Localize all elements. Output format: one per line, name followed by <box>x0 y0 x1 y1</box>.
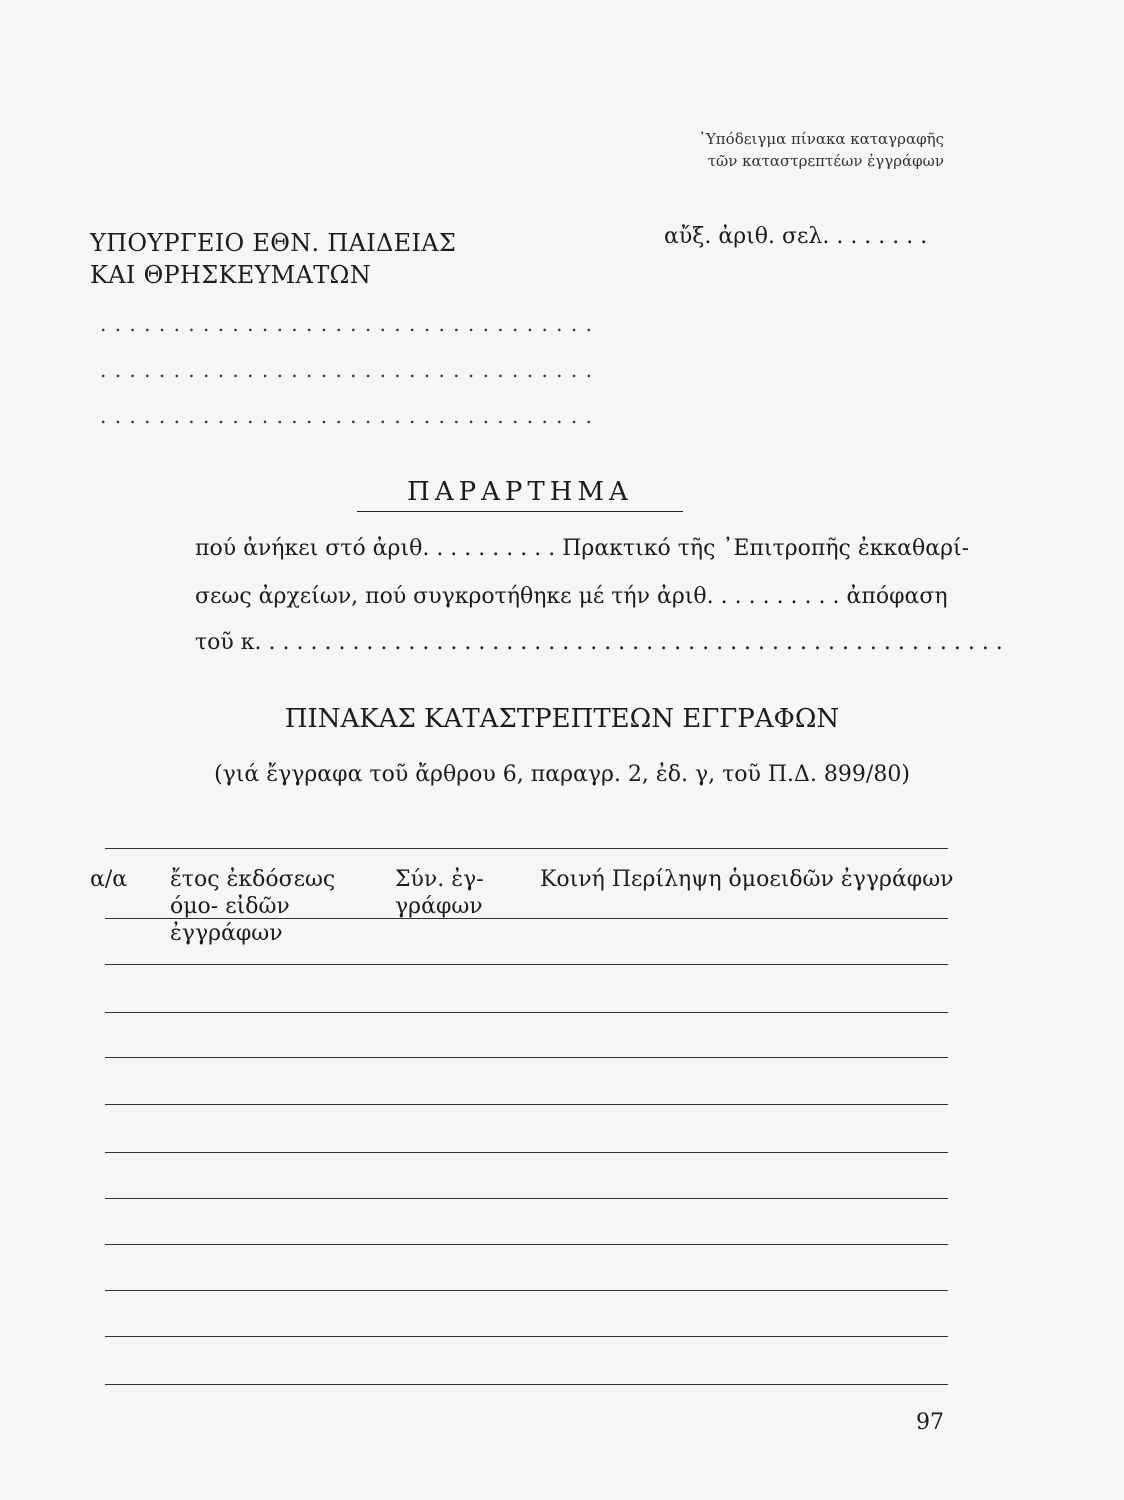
paragraph-line-2: σεως ἀρχείων, πού συγκροτήθηκε μέ τήν ἀριθ. . . . . . . . . . ἀπόφαση <box>195 584 948 609</box>
annex-title: ΠΑΡΑΡΤΗΜΑ <box>357 477 683 512</box>
table-row <box>105 1198 948 1199</box>
table-top-rule <box>105 848 948 849</box>
table-row <box>105 964 948 965</box>
column-header-summary: Κοινή Περίληψη ὁμοειδῶν ἐγγράφων <box>540 867 954 892</box>
table-title: ΠΙΝΑΚΑΣ ΚΑΤΑΣΤΡΕΠΤΕΩΝ ΕΓΓΡΑΦΩΝ <box>284 704 840 734</box>
serial-page-field: αὔξ. ἀριθ. σελ. . . . . . . . <box>664 224 928 249</box>
template-note-line-2: τῶν καταστρεπτέων ἐγγράφων <box>707 152 944 170</box>
blank-line-2: . . . . . . . . . . . . . . . . . . . . . . . . . . . . . . . . . . <box>100 358 593 382</box>
column-header-year: ἔτος ἐκδόσεως όμο- εἰδῶν ἐγγράφων <box>170 867 336 946</box>
table-row <box>105 1104 948 1105</box>
table-header-rule <box>105 918 948 919</box>
template-note-line-1: ᾿Υπόδειγμα πίνακα καταγραφῆς <box>698 130 944 148</box>
table-row <box>105 1244 948 1245</box>
blank-line-1: . . . . . . . . . . . . . . . . . . . . . . . . . . . . . . . . . . <box>100 312 593 336</box>
table-row <box>105 1012 948 1013</box>
column-header-count: Σύν. ἐγ- γράφων <box>395 867 484 919</box>
blank-line-3: . . . . . . . . . . . . . . . . . . . . . . . . . . . . . . . . . . <box>100 404 593 428</box>
page-number: 97 <box>916 1410 944 1435</box>
table-subtitle: (γιά ἔγγραφα τοῦ ἄρθρου 6, παραγρ. 2, ἐδ. γ, τοῦ Π.Δ. 899/80) <box>214 762 910 787</box>
ministry-name-line-2: ΚΑΙ ΘΡΗΣΚΕΥΜΑΤΩΝ <box>90 261 371 289</box>
paragraph-line-1: πού ἀνήκει στό ἀριθ. . . . . . . . . . Πρακτικό τῆς ᾿Επιτροπῆς ἐκκαθαρί- <box>195 536 970 561</box>
table-row <box>105 1336 948 1337</box>
table-row <box>105 1057 948 1058</box>
column-header-serial: α/α <box>90 867 128 892</box>
paragraph-line-3: τοῦ κ. . . . . . . . . . . . . . . . . . . . . . . . . . . . . . . . . . . . . . . . . . . . . . . . . . . . . . <box>195 630 1003 655</box>
table-row <box>105 1384 948 1385</box>
ministry-name-line-1: ΥΠΟΥΡΓΕΙΟ ΕΘΝ. ΠΑΙΔΕΙΑΣ <box>90 229 457 257</box>
table-row <box>105 1152 948 1153</box>
table-row <box>105 1290 948 1291</box>
